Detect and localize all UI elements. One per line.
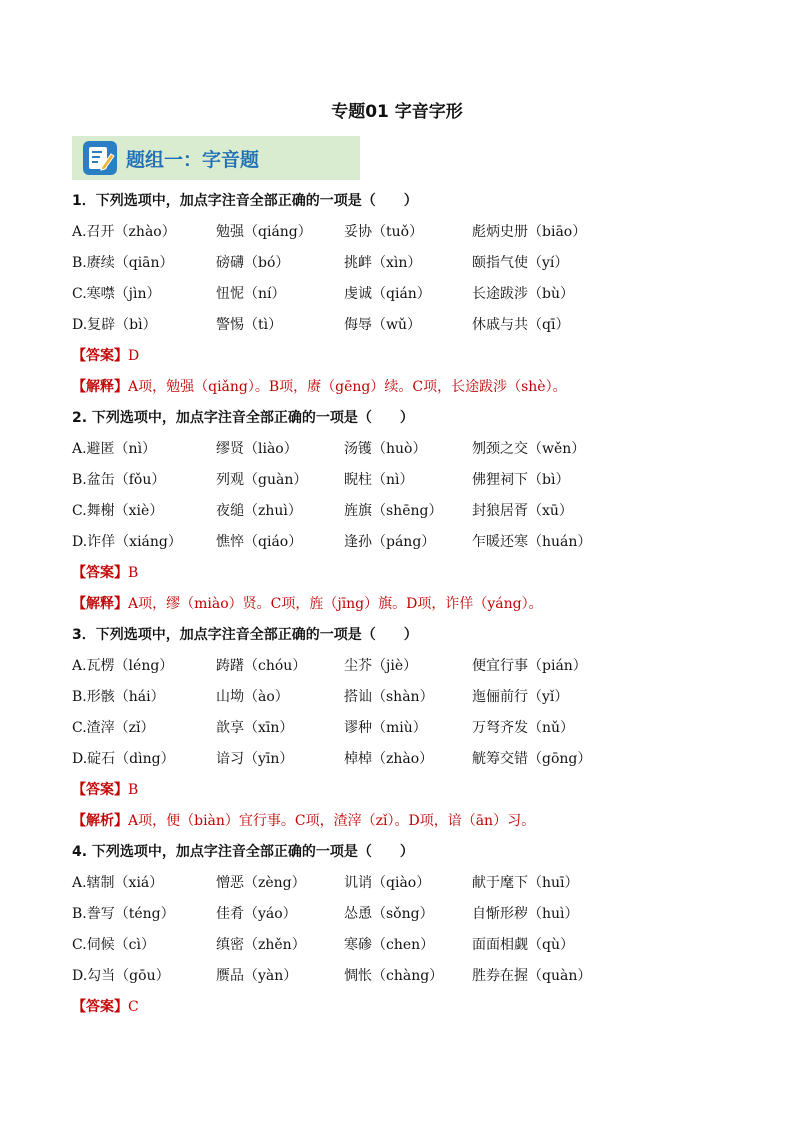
option-item: 谙习（yīn） bbox=[216, 751, 294, 767]
option-item: A.辖制（xiá） bbox=[72, 875, 164, 891]
answer-value: D bbox=[128, 348, 140, 364]
answer-tag: 【答案】 bbox=[72, 999, 128, 1015]
option-item: 妥协（tuǒ） bbox=[344, 224, 424, 240]
option-item: D.勾当（gōu） bbox=[72, 968, 170, 984]
question-stem: 2. 下列选项中，加点字注音全部正确的一项是（ ） bbox=[72, 410, 414, 426]
explanation-line bbox=[72, 593, 752, 624]
option-row-c bbox=[72, 500, 752, 531]
explanation-text: A项，缪（miào）贤。C项，旌（jīng）旗。D项，诈佯（yáng）。 bbox=[128, 596, 543, 612]
option-row-b bbox=[72, 686, 752, 717]
explanation-line bbox=[72, 376, 752, 407]
edit-document-icon bbox=[82, 140, 118, 176]
option-item: 憎恶（zèng） bbox=[216, 875, 306, 891]
option-item: 佛狸祠下（bì） bbox=[472, 472, 570, 488]
option-item: 赝品（yàn） bbox=[216, 968, 298, 984]
answer-tag: 【答案】 bbox=[72, 348, 128, 364]
option-row-c bbox=[72, 934, 752, 965]
explanation-tag: 【解释】 bbox=[72, 379, 128, 395]
option-row-d bbox=[72, 314, 752, 345]
option-item: 封狼居胥（xū） bbox=[472, 503, 573, 519]
option-item: C.渣滓（zǐ） bbox=[72, 720, 155, 736]
option-item: C.伺候（cì） bbox=[72, 937, 155, 953]
option-item: 憔悴（qiáo） bbox=[216, 534, 303, 550]
option-item: 讥诮（qiào） bbox=[344, 875, 431, 891]
answer-line bbox=[72, 996, 752, 1027]
option-row-c bbox=[72, 717, 752, 748]
answer-line bbox=[72, 779, 752, 810]
option-row-b bbox=[72, 252, 752, 283]
explanation-tag: 【解析】 bbox=[72, 813, 128, 829]
option-item: 歆享（xīn） bbox=[216, 720, 294, 736]
option-item: 列观（guàn） bbox=[216, 472, 308, 488]
option-item: 汤镬（huò） bbox=[344, 441, 427, 457]
option-item: A.避匿（nì） bbox=[72, 441, 157, 457]
option-item: 献于麾下（huī） bbox=[472, 875, 579, 891]
option-item: D.诈佯（xiáng） bbox=[72, 534, 182, 550]
explanation-tag: 【解释】 bbox=[72, 596, 128, 612]
option-item: 缪贤（liào） bbox=[216, 441, 298, 457]
option-item: 自惭形秽（huì） bbox=[472, 906, 579, 922]
question-stem: 1．下列选项中，加点字注音全部正确的一项是（ ） bbox=[72, 193, 418, 209]
option-item: 佳肴（yáo） bbox=[216, 906, 297, 922]
option-item: 勉强（qiáng） bbox=[216, 224, 312, 240]
question-list bbox=[72, 190, 752, 1027]
option-row-a bbox=[72, 221, 752, 252]
option-item: 乍暖还寒（huán） bbox=[472, 534, 592, 550]
option-item: A.召开（zhào） bbox=[72, 224, 176, 240]
option-item: A.瓦楞（léng） bbox=[72, 658, 174, 674]
option-item: 挑衅（xìn） bbox=[344, 255, 422, 271]
question-stem: 4. 下列选项中，加点字注音全部正确的一项是（ ） bbox=[72, 844, 414, 860]
option-item: D.复辟（bì） bbox=[72, 317, 157, 333]
option-row-d bbox=[72, 531, 752, 562]
option-row-b bbox=[72, 903, 752, 934]
option-row-d bbox=[72, 748, 752, 779]
section-title: 题组一：字音题 bbox=[126, 148, 260, 171]
option-row-d bbox=[72, 965, 752, 996]
option-item: 踌躇（chóu） bbox=[216, 658, 307, 674]
option-row-c bbox=[72, 283, 752, 314]
option-item: 磅礴（bó） bbox=[216, 255, 290, 271]
page-title: 专题01 字音字形 bbox=[331, 102, 463, 122]
answer-tag: 【答案】 bbox=[72, 565, 128, 581]
option-item: 警惕（tì） bbox=[216, 317, 283, 333]
option-item: 迤俪前行（yǐ） bbox=[472, 689, 569, 705]
option-item: 忸怩（ní） bbox=[216, 286, 286, 302]
option-item: 便宜行事（pián） bbox=[472, 658, 587, 674]
option-item: C.舞榭（xiè） bbox=[72, 503, 164, 519]
option-item: 棹棹（zhào） bbox=[344, 751, 434, 767]
option-item: 彪炳史册（biāo） bbox=[472, 224, 587, 240]
option-item: 山坳（ào） bbox=[216, 689, 289, 705]
option-item: 侮辱（wǔ） bbox=[344, 317, 421, 333]
option-row-b bbox=[72, 469, 752, 500]
option-item: C.寒噤（jìn） bbox=[72, 286, 161, 302]
option-item: 搭讪（shàn） bbox=[344, 689, 434, 705]
option-item: 休戚与共（qī） bbox=[472, 317, 570, 333]
option-item: 逢孙（páng） bbox=[344, 534, 436, 550]
question-stem: 3．下列选项中，加点字注音全部正确的一项是（ ） bbox=[72, 627, 418, 643]
explanation-text: A项，便（biàn）宜行事。C项，渣滓（zǐ）。D项，谙（ān）习。 bbox=[128, 813, 536, 829]
option-item: 睨柱（nì） bbox=[344, 472, 414, 488]
option-item: 旌旗（shēng） bbox=[344, 503, 443, 519]
option-item: 胜券在握（quàn） bbox=[472, 968, 592, 984]
option-item: 觥筹交错（gōng） bbox=[472, 751, 592, 767]
option-item: D.碇石（dìng） bbox=[72, 751, 175, 767]
answer-value: B bbox=[128, 565, 139, 581]
option-row-a bbox=[72, 872, 752, 903]
explanation-line bbox=[72, 810, 752, 841]
option-item: 面面相觑（qù） bbox=[472, 937, 574, 953]
section-banner bbox=[72, 136, 360, 180]
option-item: 夜缒（zhuì） bbox=[216, 503, 302, 519]
option-item: B.赓续（qiān） bbox=[72, 255, 174, 271]
option-item: 尘芥（jiè） bbox=[344, 658, 418, 674]
answer-line bbox=[72, 562, 752, 593]
option-item: 刎颈之交（wěn） bbox=[472, 441, 586, 457]
option-item: 颐指气使（yí） bbox=[472, 255, 569, 271]
option-item: B.形骸（hái） bbox=[72, 689, 165, 705]
answer-tag: 【答案】 bbox=[72, 782, 128, 798]
option-item: 惆怅（chàng） bbox=[344, 968, 444, 984]
option-item: 长途跋涉（bù） bbox=[472, 286, 574, 302]
option-item: 怂恿（sǒng） bbox=[344, 906, 434, 922]
option-item: 虔诚（qián） bbox=[344, 286, 431, 302]
option-item: 缜密（zhěn） bbox=[216, 937, 306, 953]
option-item: B.盆缶（fǒu） bbox=[72, 472, 166, 488]
answer-line bbox=[72, 345, 752, 376]
answer-value: B bbox=[128, 782, 139, 798]
option-row-a bbox=[72, 438, 752, 469]
option-item: B.誊写（téng） bbox=[72, 906, 175, 922]
option-item: 寒碜（chen） bbox=[344, 937, 435, 953]
answer-value: C bbox=[128, 999, 139, 1015]
explanation-text: A项，勉强（qiǎng）。B项，赓（gēng）续。C项，长途跋涉（shè）。 bbox=[128, 379, 567, 395]
option-item: 谬种（miù） bbox=[344, 720, 427, 736]
option-row-a bbox=[72, 655, 752, 686]
option-item: 万弩齐发（nǔ） bbox=[472, 720, 575, 736]
